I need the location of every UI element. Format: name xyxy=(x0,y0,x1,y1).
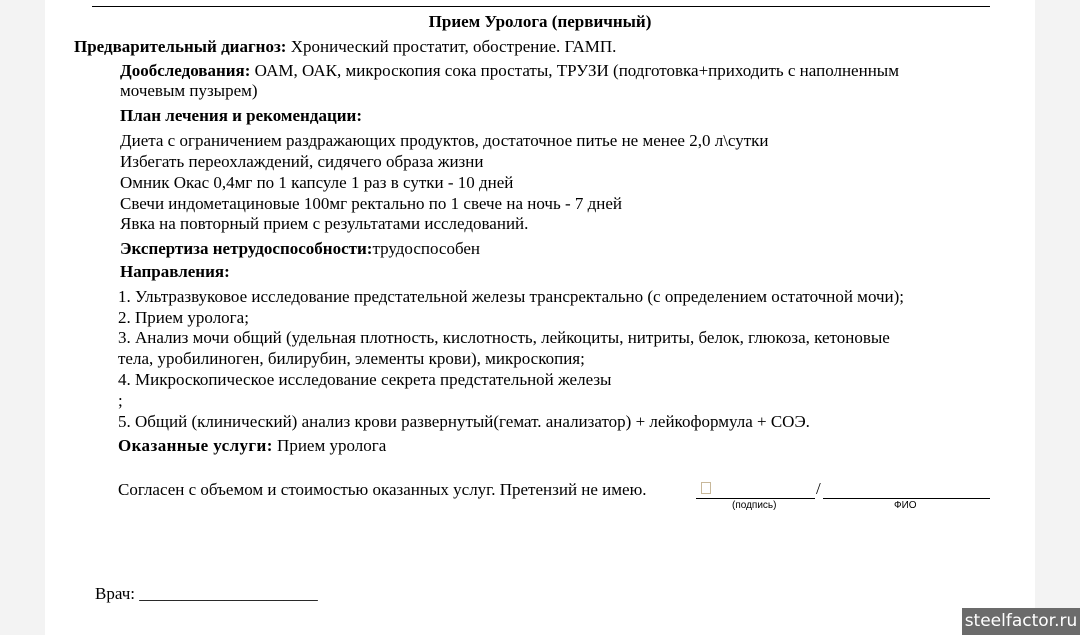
referral-line: ; xyxy=(118,391,123,410)
watermark-badge: steelfactor.ru xyxy=(962,608,1080,635)
name-caption: ФИО xyxy=(894,500,917,511)
treatment-item: Явка на повторный прием с результатами исследований. xyxy=(120,214,529,233)
services-label: Оказанные услуги: xyxy=(118,436,273,455)
consent-text: Согласен с объемом и стоимостью оказанных услуг. Претензий не имею. xyxy=(118,480,647,499)
additional-exam-line xyxy=(120,61,899,81)
signature-caption: (подпись) xyxy=(732,500,777,511)
referral-line: тела, уробилиноген, билирубин, элементы крови), микроскопия; xyxy=(118,349,585,368)
signature-underline xyxy=(696,498,815,499)
signature-separator: / xyxy=(816,479,821,498)
disability-value: трудоспособен xyxy=(372,239,481,258)
disability-label: Экспертиза нетрудоспособности: xyxy=(120,239,373,258)
diagnosis-value: Хронический простатит, обострение. ГАМП. xyxy=(286,37,617,56)
services-value: Прием уролога xyxy=(272,436,387,455)
referral-line: 2. Прием уролога; xyxy=(118,308,249,327)
name-underline xyxy=(823,498,990,499)
header-rule xyxy=(92,6,990,7)
referral-line: 1. Ультразвуковое исследование предстательной железы трансректально (с определением остаточной мочи); xyxy=(118,287,905,306)
diagnosis-line xyxy=(74,37,616,57)
document-title: Прием Уролога (первичный) xyxy=(428,12,652,31)
treatment-item: Омник Окас 0,4мг по 1 капсуле 1 раз в сутки - 10 дней xyxy=(120,173,514,192)
referrals-label: Направления: xyxy=(120,262,230,281)
treatment-item: Свечи индометациновые 100мг ректально по 1 свече на ночь - 7 дней xyxy=(120,194,622,213)
additional-exam-line-cont: мочевым пузырем) xyxy=(120,81,258,100)
referral-line: 5. Общий (клинический) анализ крови развернутый(гемат. анализатор) + лейкоформула + СОЭ. xyxy=(118,412,810,431)
checkbox-icon xyxy=(701,482,711,494)
treatment-item: Избегать переохлаждений, сидячего образа жизни xyxy=(120,152,484,171)
treatment-plan-label: План лечения и рекомендации: xyxy=(120,106,362,125)
additional-exam-label: Дообследования: xyxy=(120,61,251,80)
doctor-line: Врач: _____________________ xyxy=(95,584,318,603)
referral-line: 4. Микроскопическое исследование секрета предстательной железы xyxy=(118,370,612,389)
diagnosis-label: Предварительный диагноз: xyxy=(74,37,287,56)
referral-line: 3. Анализ мочи общий (удельная плотность, кислотность, лейкоциты, нитриты, белок, глюкоза, кетоновые xyxy=(118,328,890,347)
services-line xyxy=(118,436,386,456)
treatment-item: Диета с ограничением раздражающих продуктов, достаточное питье не менее 2,0 л\сутки xyxy=(120,131,769,150)
additional-exam-value: ОАМ, ОАК, микроскопия сока простаты, ТРУЗИ (подготовка+приходить с наполненным xyxy=(250,61,899,80)
disability-line xyxy=(120,239,480,259)
